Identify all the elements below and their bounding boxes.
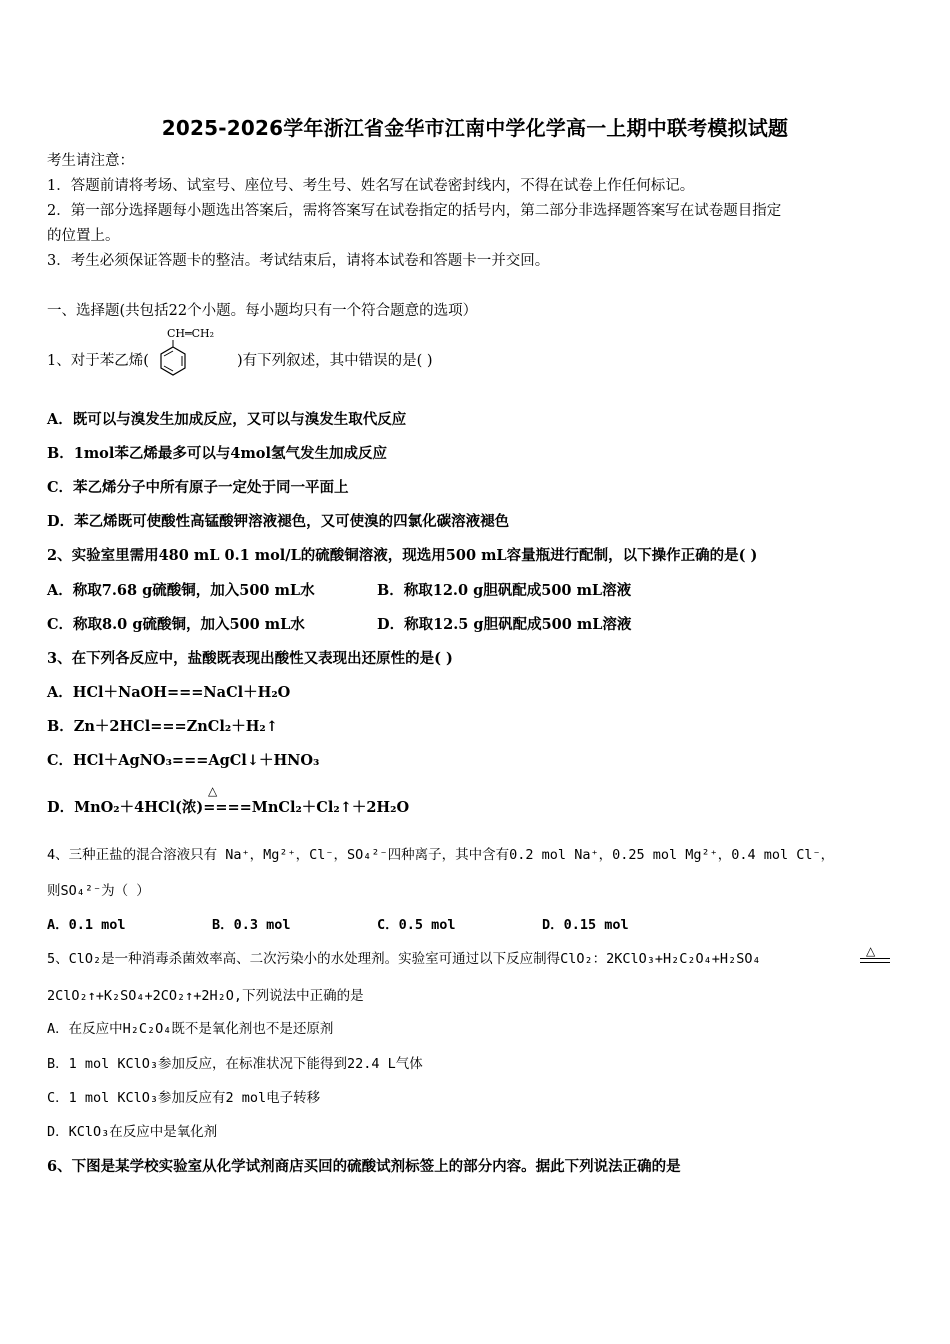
q5-option-c: C．1 mol KClO₃参加反应有2 mol电子转移 <box>47 1090 321 1106</box>
q2-option-a: A．称取7.68 g硫酸铜，加入500 mL水 <box>47 582 315 599</box>
styrene-structure-image <box>155 325 237 387</box>
section-heading: 一、选择题(共包括22个小题。每小题均只有一个符合题意的选项） <box>47 303 478 319</box>
q4-option-b: B．0.3 mol <box>212 917 291 933</box>
q2-option-d: D．称取12.5 g胆矾配成500 mL溶液 <box>377 616 632 633</box>
exam-title: 2025-2026学年浙江省金华市江南中学化学高一上期中联考模拟试题 <box>161 116 789 140</box>
q6-stem: 6、下图是某学校实验室从化学试剂商店买回的硫酸试剂标签上的部分内容。据此下列说法正确的是 <box>47 1158 681 1175</box>
q5-stem-line1: 5、ClO₂是一种消毒杀菌效率高、二次污染小的水处理剂。实验室可通过以下反应制得ClO₂：2KClO₃+H₂C₂O₄+H₂SO₄ <box>47 951 761 967</box>
q1-option-d: D．苯乙烯既可使酸性高锰酸钾溶液褪色，又可使溴的四氯化碳溶液褪色 <box>47 513 510 530</box>
styrene-label: CH═CH₂ <box>167 327 215 340</box>
q4-stem-line1: 4、三种正盐的混合溶液只有 Na⁺，Mg²⁺，Cl⁻，SO₄²⁻四种离子，其中含有0.2 mol Na⁺，0.25 mol Mg²⁺，0.4 mol Cl⁻， <box>47 847 835 863</box>
q1-option-a: A．既可以与溴发生加成反应，又可以与溴发生取代反应 <box>47 411 407 428</box>
q4-option-c: C．0.5 mol <box>377 917 456 933</box>
q5-heat-symbol: △ <box>866 944 876 958</box>
q3-heat-symbol: △ <box>208 784 218 798</box>
q3-option-b: B．Zn＋2HCl===ZnCl₂＋H₂↑ <box>47 718 278 735</box>
q5-option-d: D．KClO₃在反应中是氧化剂 <box>47 1124 218 1140</box>
q5-equals-bar-top <box>860 958 890 959</box>
q1-option-c: C．苯乙烯分子中所有原子一定处于同一平面上 <box>47 479 349 496</box>
q4-option-d: D．0.15 mol <box>542 917 629 933</box>
q3-stem: 3、在下列各反应中，盐酸既表现出酸性又表现出还原性的是( ) <box>47 650 453 667</box>
q4-stem-line2: 则SO₄²⁻为（ ） <box>47 883 150 899</box>
notice-heading: 考生请注意： <box>47 153 134 169</box>
q5-stem-line2: 2ClO₂↑+K₂SO₄+2CO₂↑+2H₂O,下列说法中正确的是 <box>47 988 364 1004</box>
q5-equals-bar-bottom <box>860 962 890 963</box>
q4-option-a: A．0.1 mol <box>47 917 126 933</box>
q2-option-b: B．称取12.0 g胆矾配成500 mL溶液 <box>377 582 632 599</box>
q2-stem: 2、实验室里需用480 mL 0.1 mol/L的硫酸铜溶液，现选用500 mL容量瓶进行配制，以下操作正确的是( ) <box>47 547 758 564</box>
q3-option-d: D．MnO₂＋4HCl(浓)====MnCl₂＋Cl₂↑＋2H₂O <box>47 799 410 816</box>
q3-option-c: C．HCl＋AgNO₃===AgCl↓＋HNO₃ <box>47 752 320 769</box>
q1-stem-start: 1、对于苯乙烯( <box>47 353 149 369</box>
q5-option-b: B．1 mol KClO₃参加反应，在标准状况下能得到22.4 L气体 <box>47 1056 423 1072</box>
q2-option-c: C．称取8.0 g硫酸铜，加入500 mL水 <box>47 616 305 633</box>
notice-item-2-cont: 的位置上。 <box>47 228 120 244</box>
notice-item-3: 3．考生必须保证答题卡的整洁。考试结束后，请将本试卷和答题卡一并交回。 <box>47 253 550 269</box>
q1-option-b: B．1mol苯乙烯最多可以与4mol氢气发生加成反应 <box>47 445 387 462</box>
notice-item-2: 2．第一部分选择题每小题选出答案后，需将答案写在试卷指定的括号内，第二部分非选择题答案写在试卷题目指定 <box>47 203 782 219</box>
q5-option-a: A．在反应中H₂C₂O₄既不是氧化剂也不是还原剂 <box>47 1021 334 1037</box>
notice-item-1: 1．答题前请将考场、试室号、座位号、考生号、姓名写在试卷密封线内，不得在试卷上作任何标记。 <box>47 178 695 194</box>
q1-stem-end: )有下列叙述，其中错误的是( ) <box>237 353 433 369</box>
q3-option-a: A．HCl＋NaOH===NaCl＋H₂O <box>47 684 291 701</box>
